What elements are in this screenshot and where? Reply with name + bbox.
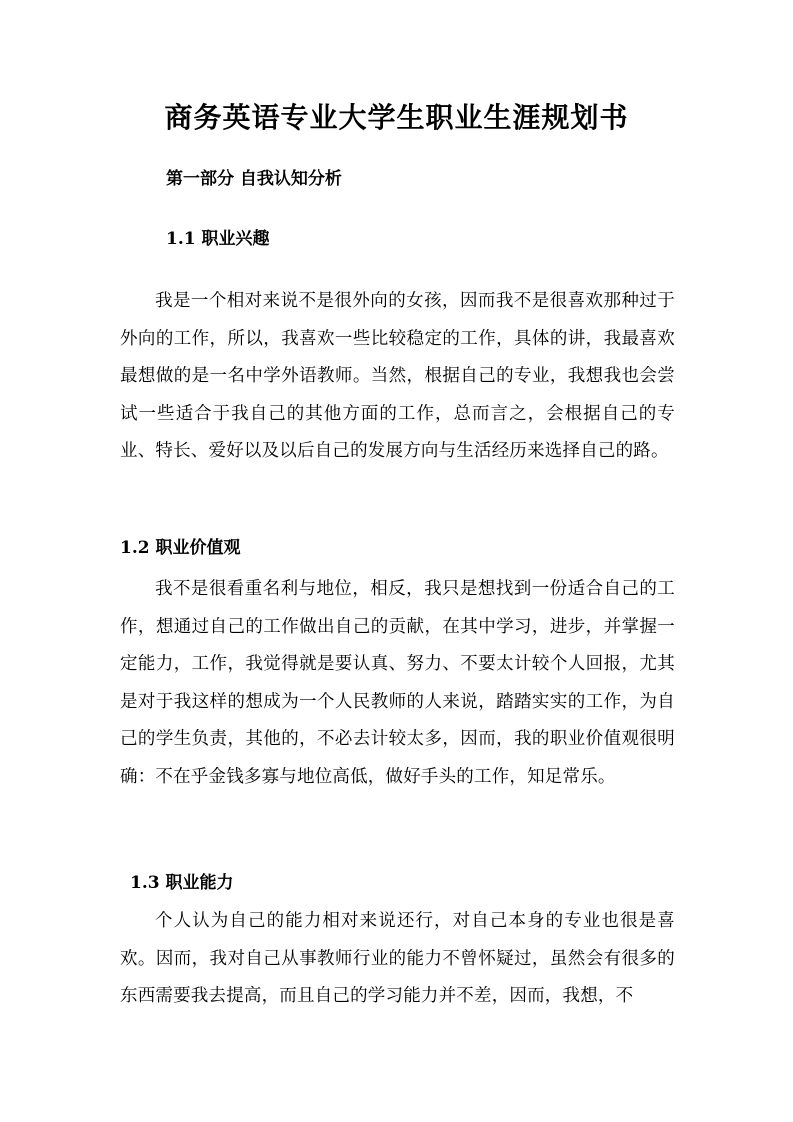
section-heading-1-3: 1.3 职业能力: [130, 873, 234, 893]
section-paragraph-1-3: 个人认为自己的能力相对来说还行，对自己本身的专业也很是喜欢。因而，我对自己从事教师行业的能力不曾怀疑过，虽然会有很多的东西需要我去提高，而且自己的学习能力并不差，因而，我想，不: [120, 911, 675, 1006]
section-paragraph-1-1: 我是一个相对来说不是很外向的女孩，因而我不是很喜欢那种过于外向的工作，所以，我喜欢一些比较稳定的工作，具体的讲，我最喜欢最想做的是一名中学外语教师。当然，根据自己的专业，我想我也会尝试一些适合于我自己的其他方面的工作，总而言之，会根据自己的专业、特长、爱好以及以后自己的发展方向与生活经历来选择自己的路。: [120, 291, 675, 461]
part-heading: 第一部分 自我认知分析: [166, 169, 342, 189]
section-heading-1-2: 1.2 职业价值观: [120, 538, 241, 558]
document-title: 商务英语专业大学生职业生涯规划书: [164, 101, 629, 134]
section-heading-1-1: 1.1 职业兴趣: [166, 229, 270, 249]
section-paragraph-1-2: 我不是很看重名利与地位，相反，我只是想找到一份适合自己的工作，想通过自己的工作做出自己的贡献，在其中学习，进步，并掌握一定能力，工作，我觉得就是要认真、努力、不要太计较个人回报，尤其是对于我这样的想成为一个人民教师的人来说，踏踏实实的工作，为自己的学生负责，其他的，不必去计较太多，因而，我的职业价值观很明确：不在乎金钱多寡与地位高低，做好手头的工作，知足常乐。: [120, 579, 675, 787]
